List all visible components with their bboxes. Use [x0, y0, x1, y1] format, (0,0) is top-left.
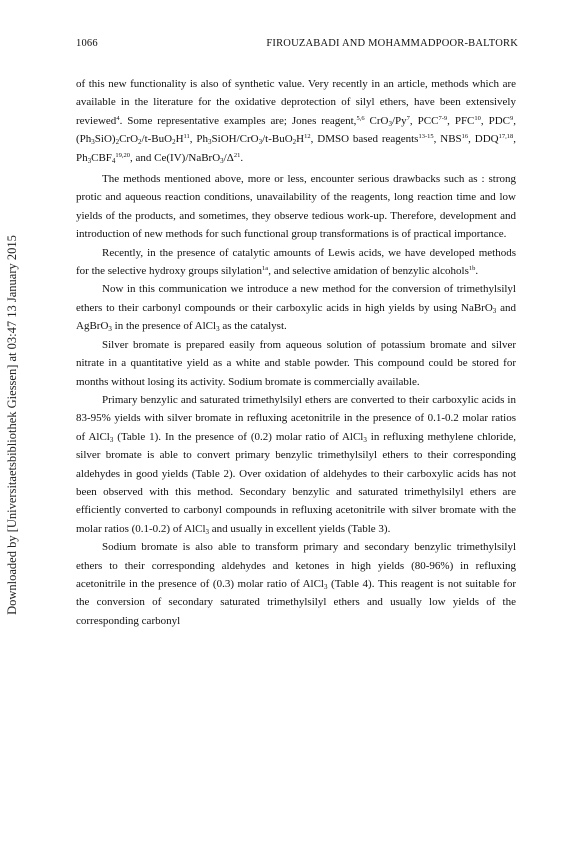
running-head: FIROUZABADI AND MOHAMMADPOOR-BALTORK [266, 38, 518, 49]
download-watermark: Downloaded by [Universitaetsbibliothek Giessen] at 03:47 13 January 2015 [5, 235, 19, 615]
body-text [76, 75, 516, 630]
paragraph-7: Sodium bromate is also able to transform primary and secondary benzylic trimethylsilyl ethers to their corresponding aldehydes and ketones in high yields (80-96%) in refluxing acetonitrile in the presence of (0.3) molar ratio of AlCl$_3$ (Table 4). This reagent is not suitable for the conversion of secondary saturated trimethylsilyl ethers and usually low yields of the corresponding carbonyl [76, 541, 516, 627]
paragraph-2: The methods mentioned above, more or less, encounter serious drawbacks such as : strong protic and aqueous reaction conditions, unavailability of the reagents, long reaction time and low yields of the products, and sometimes, they observe tedious work-up. Therefore, development and introduction of new methods for such functional group transformations is of practical importance. [76, 173, 516, 241]
page-header [76, 38, 518, 54]
page-number: 1066 [76, 38, 98, 49]
paragraph-3: Recently, in the presence of catalytic amounts of Lewis acids, we have developed methods for the selective hydroxy groups silylation$^{1a}$, and selective amidation of benzylic alcohols$^{1b}$. [76, 246, 516, 278]
paragraph-4: Now in this communication we introduce a new method for the conversion of trimethylsilyl ethers to their carbonyl compounds or their carboxylic acids in high yields by using NaBrO$_3$ and AgBrO$_3$ in the presence of AlCl$_3$ as the catalyst. [76, 283, 516, 334]
paragraph-6: Primary benzylic and saturated trimethylsilyl ethers are converted to their carboxylic acids in 83-95% yields with silver bromate in refluxing acetonitrile in the presence of 0.1-0.2 molar ratios of AlCl$_3$ (Table 1). In the presence of (0.2) molar ratio of AlCl$_3$ in refluxing methylene chloride, silver bromate is able to convert primary benzylic trimethylsilyl ethers to their corresponding aldehydes in good yields (Table 2). Over oxidation of aldehydes to their carboxylic acids has not been observed with this method. Secondary benzylic and saturated trimethylsilyl ethers are efficiently converted to carbonyl compounds in refluxing acetonitrile with silver bromate with the molar ratios (0.1-0.2) of AlCl$_3$ and usually in excellent yields (Table 3). [76, 393, 516, 536]
paragraph-5: Silver bromate is prepared easily from aqueous solution of potassium bromate and silver nitrate in a quantitative yield as a white and stable powder. This compound could be stored for months without losing its activity. Sodium bromate is commercially available. [76, 338, 516, 388]
paragraph-1: of this new functionality is also of synthetic value. Very recently in an article, methods which are available in the literature for the oxidative deprotection of silyl ethers, have been extensively reviewed$^4$. Some representative examples are; Jones reagent,$^{5,6}$ $CrO_3/Py^7$, PCC$^{7-9}$, PFC$^{10}$, PDC$^9$, $(Ph_3SiO)_2CrO_2/t-BuO_2H^{11}$, $Ph_3SiOH/CrO_3/t-BuO_2H^{12}$, DMSO based reagents$^{13-15}$, NBS$^{16}$, DDQ$^{17,18}$, $Ph_3CBF_4^{19,20}$, and $Ce(IV)/NaBrO_3/\Delta^{21}$. [76, 78, 517, 165]
